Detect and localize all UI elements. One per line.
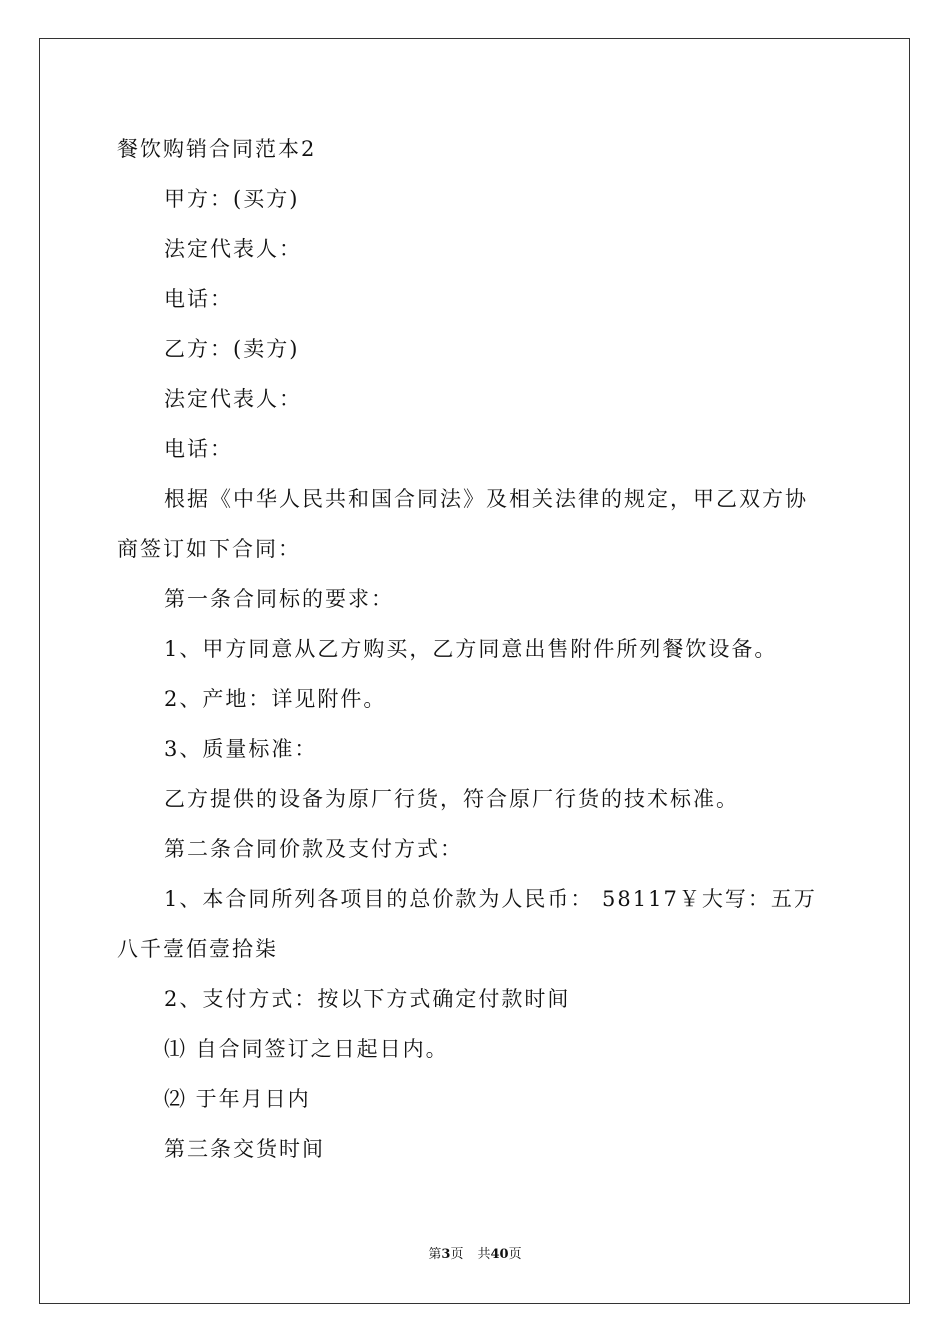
article-3-heading: 第三条交货时间 xyxy=(164,1137,325,1161)
footer-page-prefix: 第 xyxy=(428,1247,442,1262)
payment-option-2: ⑵ 于年月日内 xyxy=(164,1087,311,1111)
party-b-representative: 法定代表人： xyxy=(164,387,302,411)
article-2-item-1-line-1: 1、本合同所列各项目的总价款为人民币： 58117￥大写：五万 xyxy=(164,887,817,911)
article-2-item-1-line-2: 八千壹佰壹拾柒 xyxy=(117,937,278,961)
article-1-heading: 第一条合同标的要求： xyxy=(164,587,394,611)
party-b-label: 乙方：(卖方) xyxy=(164,337,300,361)
footer-total-pages: 40 xyxy=(490,1247,509,1262)
footer-page-number: 3 xyxy=(441,1247,451,1262)
article-1-item-1: 1、甲方同意从乙方购买，乙方同意出售附件所列餐饮设备。 xyxy=(164,637,778,661)
footer-total-suffix: 页 xyxy=(508,1247,522,1262)
doc-title: 餐饮购销合同范本2 xyxy=(117,137,317,161)
document-body xyxy=(117,128,837,1178)
footer-page-suffix: 页 xyxy=(450,1247,464,1262)
article-2-heading: 第二条合同价款及支付方式： xyxy=(164,837,463,861)
preamble-line-1: 根据《中华人民共和国合同法》及相关法律的规定，甲乙双方协 xyxy=(164,487,808,511)
payment-option-1: ⑴ 自合同签订之日起日内。 xyxy=(164,1037,449,1061)
article-1-item-3: 3、质量标准： xyxy=(164,737,318,761)
article-1-item-2: 2、产地：详见附件。 xyxy=(164,687,387,711)
article-2-item-2: 2、支付方式：按以下方式确定付款时间 xyxy=(164,987,571,1011)
preamble-line-2: 商签订如下合同： xyxy=(117,537,301,561)
party-b-phone: 电话： xyxy=(164,437,233,461)
footer-total-prefix: 共 xyxy=(477,1247,491,1262)
page-footer xyxy=(0,1243,950,1262)
party-a-phone: 电话： xyxy=(164,287,233,311)
party-a-representative: 法定代表人： xyxy=(164,237,302,261)
party-a-label: 甲方：(买方) xyxy=(164,187,300,211)
quality-standard-text: 乙方提供的设备为原厂行货，符合原厂行货的技术标准。 xyxy=(164,787,739,811)
